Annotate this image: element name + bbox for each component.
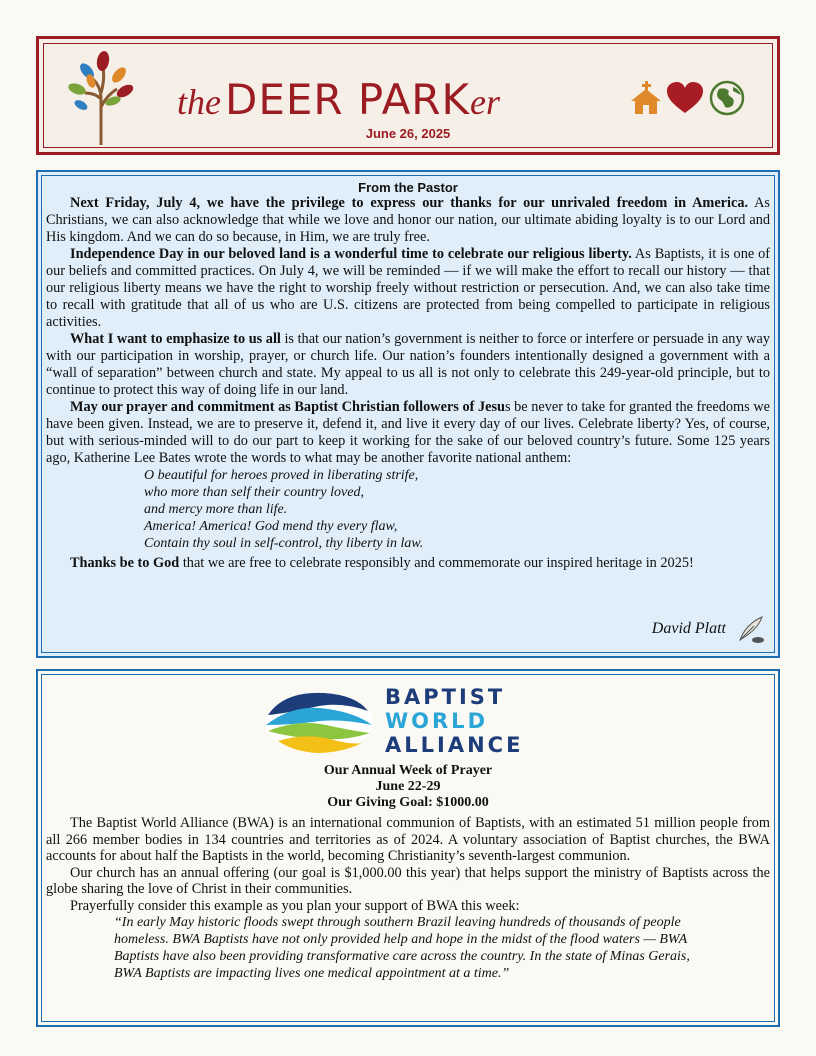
pastor-paragraph [46,246,770,331]
bwa-heading-week: Our Annual Week of Prayer [323,763,493,778]
title-er: er [470,82,501,122]
quill-icon [736,614,766,644]
logo-line-baptist: BAPTIST [385,685,506,709]
pastor-letter [46,195,770,572]
pastor-p5-bold: Thanks be to God [70,555,180,571]
anthem-poem [144,467,770,552]
pastor-paragraph [46,399,770,467]
poem-line: Contain thy soul in self-control, thy liberty in law. [144,536,424,551]
signature-row [652,614,766,644]
bwa-body [46,815,770,982]
pastor-section [36,170,780,658]
church-icon [631,81,661,114]
bwa-paragraph: Prayerfully consider this example as you plan your support of BWA this week: [70,897,520,914]
pastor-p2-bold: Independence Day in our beloved land is a wonderful time to celebrate our religious liberty. [70,246,632,262]
pastor-paragraph [46,331,770,399]
bwa-paragraph: The Baptist World Alliance (BWA) is an international communion of Baptists, with an estimated 51 million people from all 266 member bodies in 134 countries and territories as of 2024. A voluntary association of Baptist churches, the BWA accounts for about half the Baptists in the world, becoming Christianity’s seventh-largest communion. [46,815,770,864]
masthead [36,36,780,155]
title-the: the [177,82,221,122]
pastor-p1-bold: Next Friday, July 4, we have the privilege to express our thanks for our unrivaled freedom in America. [70,195,749,211]
bwa-quote: “In early May historic floods swept through southern Brazil leaving hundreds of thousands of people homeless. BWA Baptists have not only provided help and hope in the midst of the flood waters — BWA Baptists have also been providing transformative care across the country. In the state of Minas Gerais, BWA Baptists are impacting lives one medical appointment at a time.” [114,915,690,981]
pastor-inner-border [41,175,775,653]
bwa-heading-dates: June 22-29 [375,779,441,794]
pastor-p3-text: is that our nation’s government is neither to force or interfere or persuade in any way with our participation in worship, prayer, or church life. Our nation’s founders intentionally designed a government with a “wall of separation” between church and state. My appeal to us all is not only to celebrate this 249-year-old principle, but to continue to protect this way of doing life in our land. [46,331,771,398]
pastor-p4-text: s be never to take for granted the freedoms we have been given. Instead, we are to preserve it, defend it, and live it every day of our lives. Celebrate liberty? Yes, of course, but with serious-minded will to do our part to keep it working for the sake of our beloved country’s future. Some 125 years ago, Katherine Lee Bates wrote the words to what may be another favorite national anthem: [46,399,770,466]
pastor-p5-text: that we are free to celebrate responsibly and commemorate our inspired heritage in 2025! [179,555,694,571]
bwa-inner-border [41,674,775,1022]
globe-icon [711,82,743,114]
pastor-heading: From the Pastor [358,180,458,195]
poem-line: and mercy more than life. [144,502,288,517]
pastor-p1-text: As Christians, we can also acknowledge that while we love and honor our nation, our ultimate abiding loyalty is to our Lord and His kingdom. And we can do so because, in Him, we are truly free. [46,195,770,245]
heart-icon [667,82,703,113]
bwa-section [36,669,780,1027]
bwa-heading-goal: Our Giving Goal: $1000.00 [327,795,489,810]
title-main: DEER PARK [224,75,471,124]
issue-date: June 26, 2025 [365,126,451,141]
bwa-logo-text [385,685,523,757]
bwa-paragraph: Our church has an annual offering (our goal is $1,000.00 this year) that helps support the ministry of Baptists across the globe sharing the love of Christ in their communities. [46,864,770,897]
pastor-paragraph [46,555,770,572]
masthead-icons [629,79,749,119]
bwa-logo-mark-icon [264,685,374,755]
logo-line-world: WORLD [385,709,488,733]
poem-line: who more than self their country loved, [144,485,364,500]
newsletter-title [177,75,500,124]
pastor-signature: David Platt [651,620,726,637]
pastor-p3-bold: What I want to emphasize to us all [70,331,281,347]
pastor-p2-text: As Baptists, it is one of our beliefs and committed practices. On July 4, we will be reminded — if we will make the effort to recall our history — that our religious liberty means we have the right to worship freely without restriction or persecution. And, we can also take time to recall with gratitude that all of us who are U.S. citizens are protected from being compelled to participate in religious activities. [46,246,770,330]
bwa-headings [42,763,774,811]
poem-line: O beautiful for heroes proved in liberating strife, [144,468,419,483]
logo-line-alliance: ALLIANCE [385,733,524,757]
poem-line: America! America! God mend thy every flaw, [144,519,398,534]
pastor-paragraph [46,195,770,246]
pastor-p4-bold: May our prayer and commitment as Baptist Christian followers of Jesu [70,399,505,415]
